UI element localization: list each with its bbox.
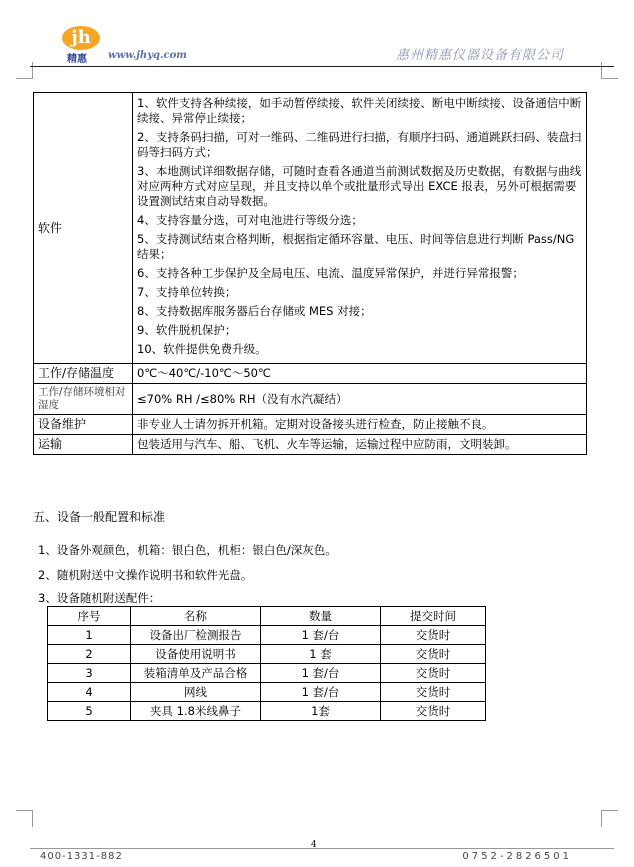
list-item: 8、支持数据库服务器后台存储或 MES 对接； [137,304,372,318]
spec-table [33,92,587,455]
software-items [133,93,587,364]
footer-divider [30,848,614,849]
table-row [48,664,486,683]
table-cell: 1 套 [261,645,381,664]
list-item: 5、支持测试结束合格判断，根据指定循环容量、电压、时间等信息进行判断 Pass/NG 结果； [137,232,575,261]
table-cell: 夹具 1.8米线鼻子 [131,702,261,721]
row-value: 0℃～40℃/-10℃～50℃ [133,364,587,384]
software-label: 软件 [34,93,133,364]
table-row [34,364,587,384]
table-cell: 1 套/台 [261,626,381,645]
row-value: ≤70% RH /≤80% RH（没有水汽凝结） [133,384,587,415]
table-cell: 交货时 [381,664,486,683]
company-logo: jh [62,26,100,50]
table-row [34,435,587,455]
crop-mark [601,810,618,827]
table-row [34,415,587,435]
table-row [34,93,587,364]
list-item: 2、支持条码扫描，可对一维码、二维码进行扫描，有顺序扫码、通道跳跃扫码、装盘扫码等扫码方式； [137,130,582,159]
header-divider [30,66,614,67]
table-cell: 1 [48,626,131,645]
accessories-table [47,606,486,721]
table-cell: 交货时 [381,626,486,645]
page-number: 4 [311,840,317,850]
column-header: 名称 [131,607,261,626]
column-header: 序号 [48,607,131,626]
table-cell: 1 套/台 [261,683,381,702]
config-item: 2、随机附送中文操作说明书和软件光盘。 [38,568,253,582]
row-value: 包装适用与汽车、船、飞机、火车等运输，运输过程中应防雨，文明装卸。 [133,435,587,455]
row-label: 工作/存储环境相对湿度 [34,384,133,415]
table-cell: 1套 [261,702,381,721]
table-row [48,645,486,664]
table-row [48,626,486,645]
table-cell: 交货时 [381,702,486,721]
row-label: 工作/存储温度 [34,364,133,384]
table-cell: 网线 [131,683,261,702]
table-row [48,702,486,721]
column-header: 提交时间 [381,607,486,626]
section-title: 五、设备一般配置和标准 [33,510,166,524]
footer-phone-right: 0752-2826501 [462,851,572,862]
config-item: 1、设备外观颜色，机箱：银白色，机柜：银白色/深灰色。 [38,543,337,557]
config-item: 3、设备随机附送配件： [38,591,161,605]
list-item: 3、本地测试详细数据存储，可随时查看各通道当前测试数据及历史数据，有数据与曲线对应两种方式对应呈现，并且支持以单个或批量形式导出 EXCE 报表，另外可根据需要设置测试结束自动导数据。 [137,164,582,208]
row-label: 设备维护 [34,415,133,435]
table-header-row [48,607,486,626]
list-item: 9、软件脱机保护； [137,323,237,337]
table-cell: 设备使用说明书 [131,645,261,664]
crop-mark [16,810,33,827]
row-label: 运输 [34,435,133,455]
list-item: 6、支持各种工步保护及全局电压、电流、温度异常保护，并进行异常报警； [137,266,524,280]
list-item: 4、支持容量分选，可对电池进行等级分选； [137,213,363,227]
table-cell: 交货时 [381,683,486,702]
company-name: 惠州精惠仪器设备有限公司 [395,48,564,63]
table-row [34,384,587,415]
table-cell: 交货时 [381,645,486,664]
footer-phone-left: 400-1331-882 [40,851,123,862]
column-header: 数量 [261,607,381,626]
table-cell: 装箱清单及产品合格 [131,664,261,683]
table-cell: 4 [48,683,131,702]
website-url: www.jhyq.com [108,50,187,61]
table-cell: 设备出厂检测报告 [131,626,261,645]
table-cell: 2 [48,645,131,664]
list-item: 10、软件提供免费升级。 [137,342,267,356]
row-value: 非专业人士请勿拆开机箱。定期对设备接头进行检查，防止接触不良。 [133,415,587,435]
list-item: 7、支持单位转换； [137,285,237,299]
logo-subtitle: 精惠 [67,54,87,65]
table-cell: 5 [48,702,131,721]
list-item: 1、软件支持各种续接，如手动暂停续接、软件关闭续接、断电中断续接、设备通信中断续接、异常停止续接； [137,96,582,125]
page-header [0,0,634,70]
table-cell: 3 [48,664,131,683]
table-cell: 1 套/台 [261,664,381,683]
table-row [48,683,486,702]
